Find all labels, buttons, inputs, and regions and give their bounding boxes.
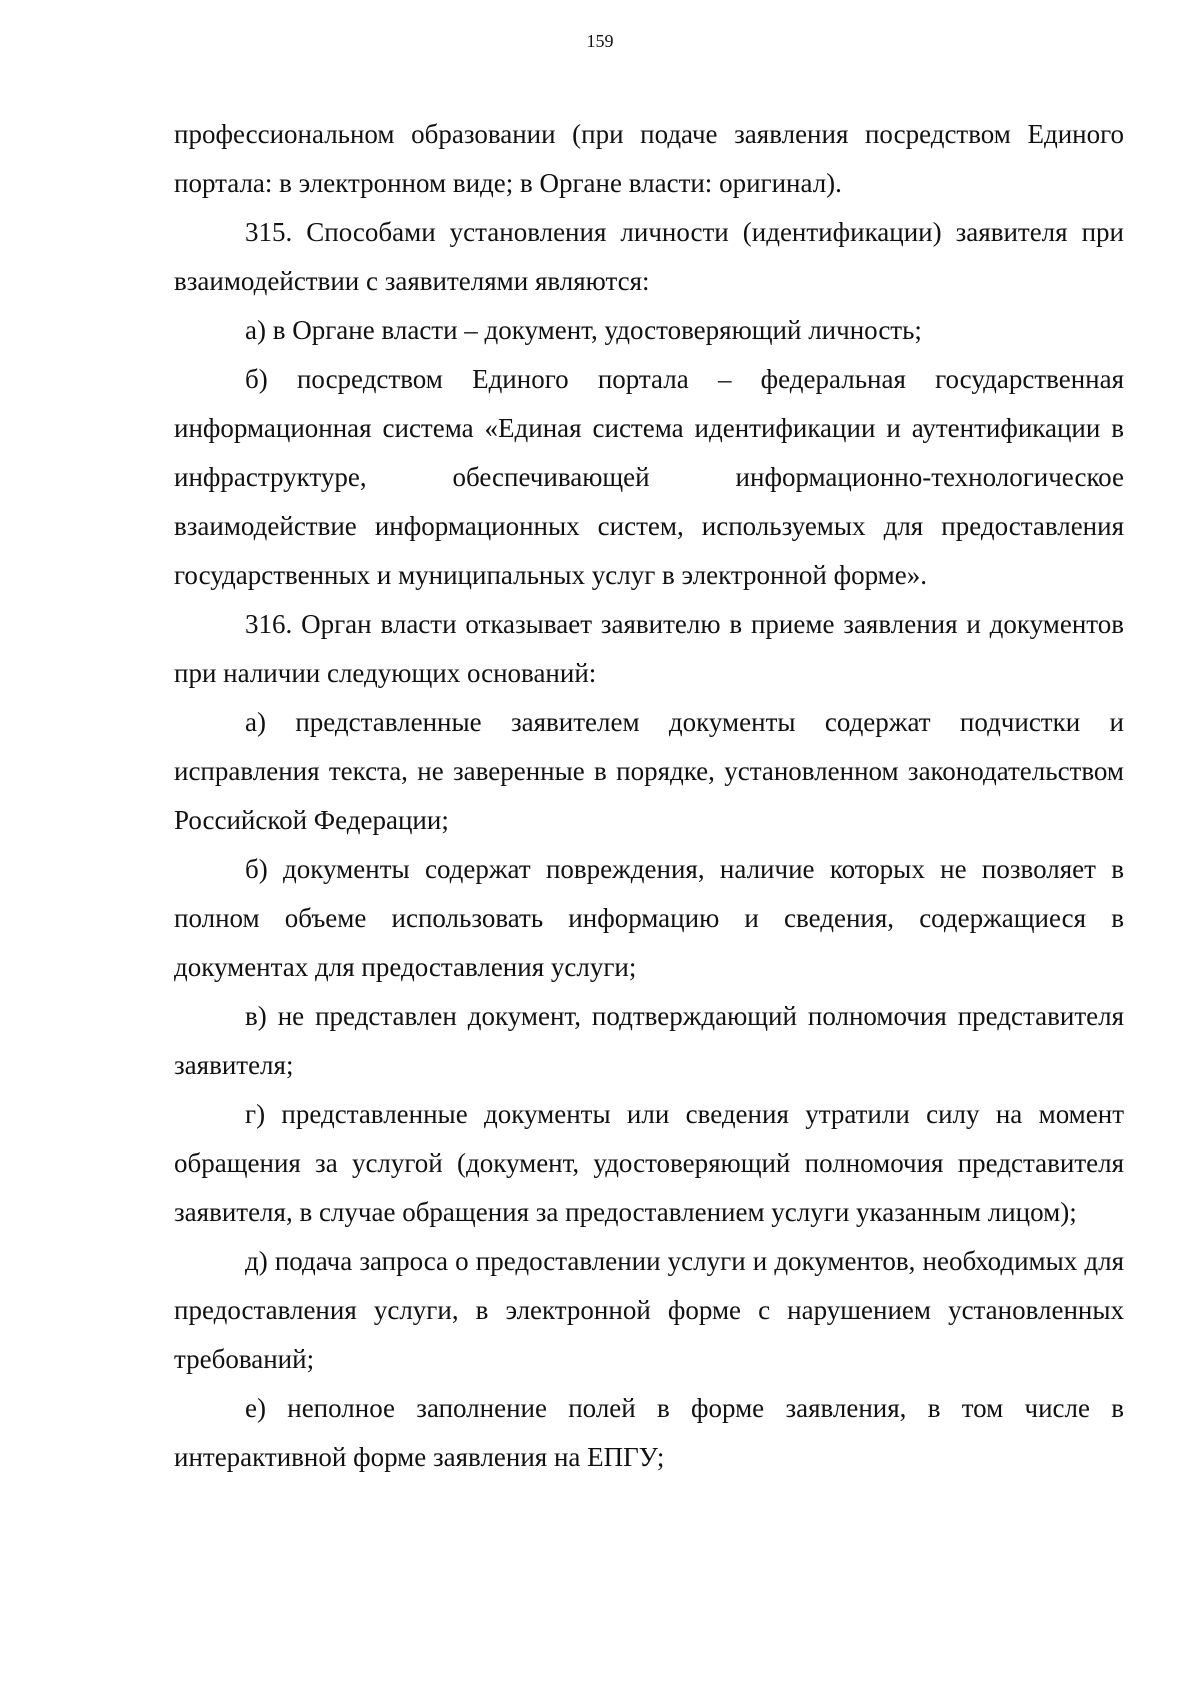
paragraph-316: 316. Орган власти отказывает заявителю в приеме заявления и документов при наличии следующих оснований: bbox=[174, 609, 1124, 688]
paragraph-316-d: д) подача запроса о предоставлении услуги и документов, необходимых для предоставления услуги, в электронной форме с нарушением установленных требований; bbox=[174, 1246, 1124, 1374]
document-body bbox=[174, 110, 1124, 1482]
paragraph-316-g: г) представленные документы или сведения утратили силу на момент обращения за услугой (документ, удостоверяющий полномочия представителя заявителя, в случае обращения за предоставлением услуги указанным лицом); bbox=[174, 1099, 1124, 1227]
paragraph-316-a: а) представленные заявителем документы содержат подчистки и исправления текста, не заверенные в порядке, установленном законодательством Российской Федерации; bbox=[174, 707, 1124, 835]
paragraph-315-a: а) в Органе власти – документ, удостоверяющий личность; bbox=[245, 315, 922, 345]
paragraph-316-e: е) неполное заполнение полей в форме заявления, в том числе в интерактивной форме заявления на ЕПГУ; bbox=[174, 1393, 1124, 1472]
paragraph-continuation: профессиональном образовании (при подаче заявления посредством Единого портала: в электронном виде; в Органе власти: оригинал). bbox=[174, 119, 1124, 198]
page-number: 159 bbox=[586, 31, 614, 51]
paragraph-316-v: в) не представлен документ, подтверждающий полномочия представителя заявителя; bbox=[174, 1001, 1124, 1080]
paragraph-315: 315. Способами установления личности (идентификации) заявителя при взаимодействии с заявителями являются: bbox=[174, 217, 1124, 296]
paragraph-316-b: б) документы содержат повреждения, наличие которых не позволяет в полном объеме использовать информацию и сведения, содержащиеся в документах для предоставления услуги; bbox=[174, 854, 1124, 982]
paragraph-315-b: б) посредством Единого портала – федеральная государственная информационная система «Единая система идентификации и аутентификации в инфраструктуре, обеспечивающей информационно-технологическое взаимодействие информационных систем, используемых для предоставления государственных и муниципальных услуг в электронной форме». bbox=[174, 364, 1124, 590]
